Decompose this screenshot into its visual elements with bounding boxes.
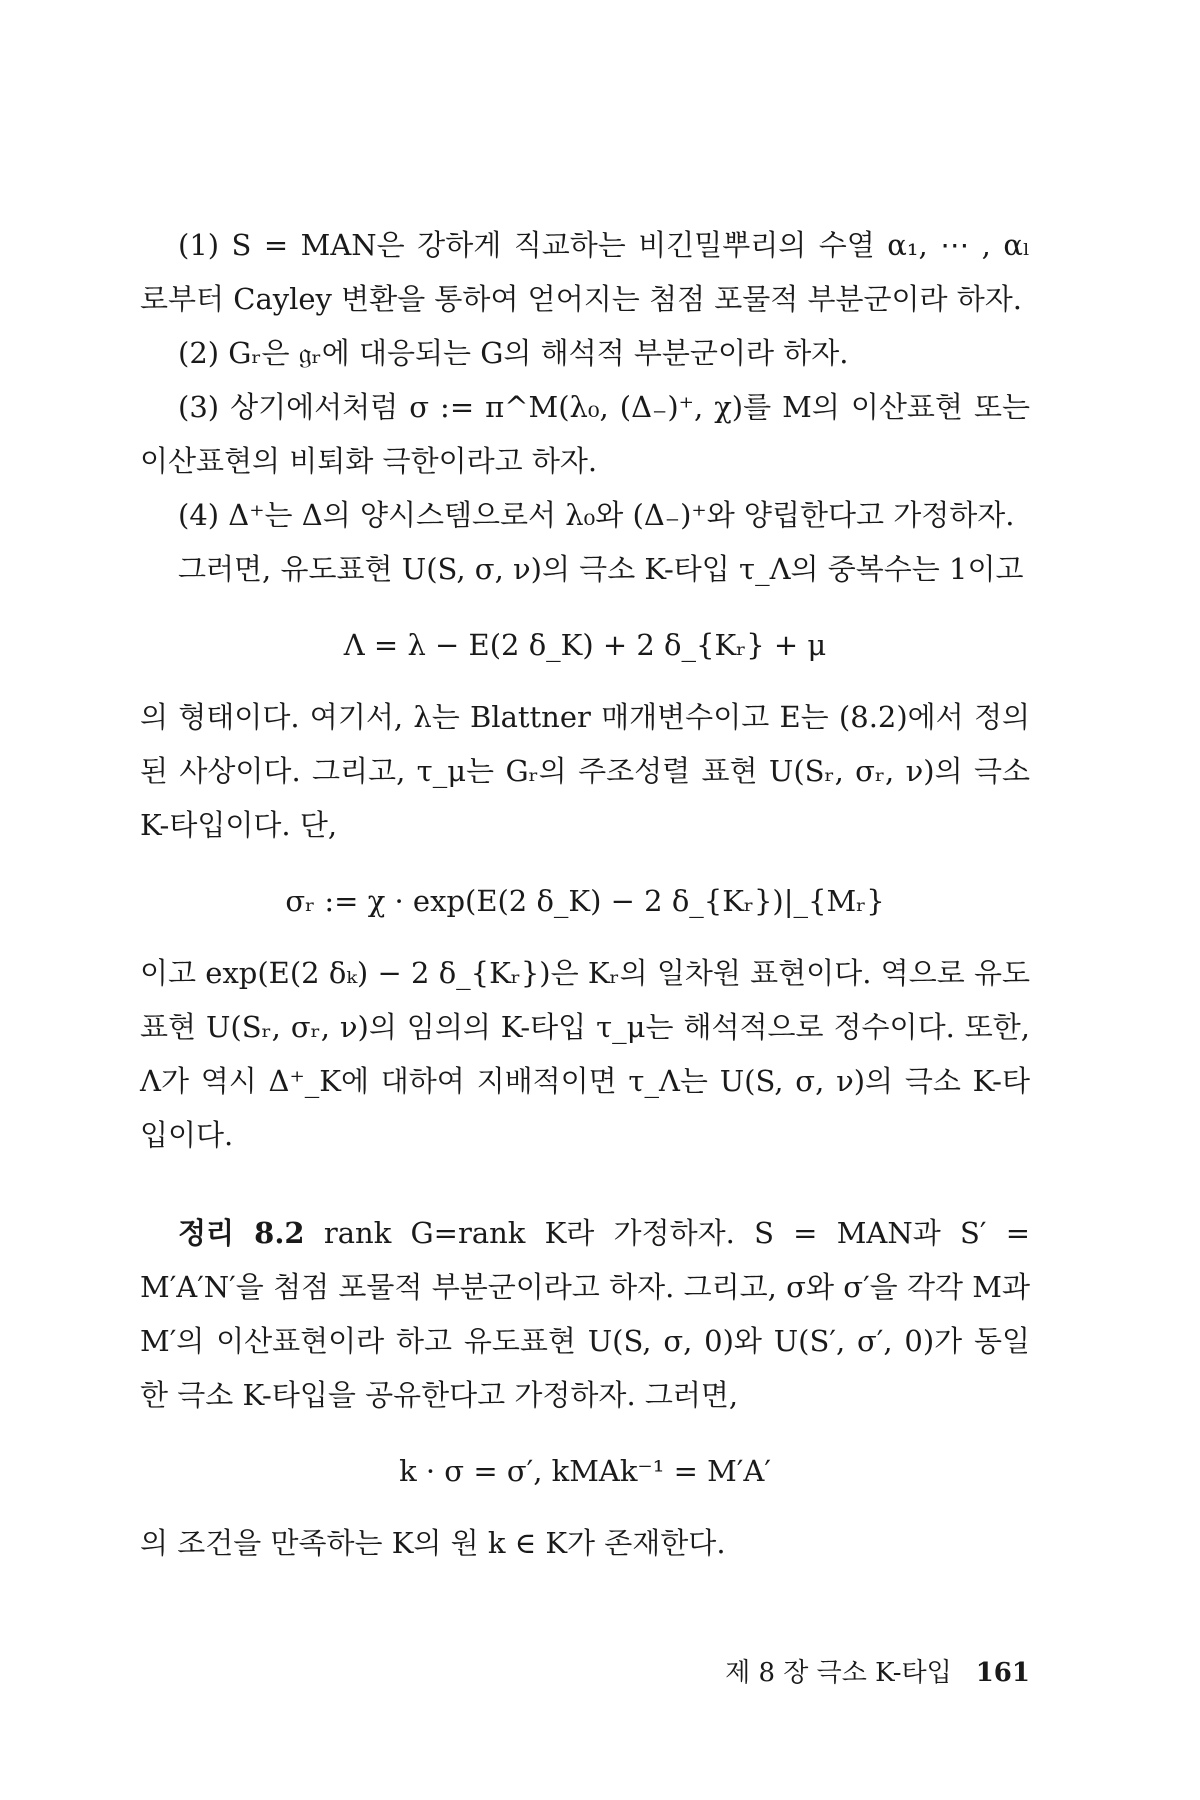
- paragraph-existence: 의 조건을 만족하는 K의 원 k ∈ K가 존재한다.: [140, 1526, 726, 1560]
- equation-conjugacy: k · σ = σ′, kMAk⁻¹ = M′A′: [399, 1454, 771, 1488]
- assumption-3: (3) 상기에서처럼 σ := π^M(λ₀, (Δ₋)⁺, χ)를 M의 이산표현 또는 이산표현의 비퇴화 극한이라고 하자.: [140, 390, 1030, 478]
- assumption-4: (4) Δ⁺는 Δ의 양시스템으로서 λ₀와 (Δ₋)⁺와 양립한다고 가정하자.: [178, 498, 1015, 532]
- paragraph-definitions: 의 형태이다. 여기서, λ는 Blattner 매개변수이고 E는 (8.2)에서 정의된 사상이다. 그리고, τ_μ는 Gᵣ의 주조성렬 표현 U(Sᵣ, σᵣ, ν)의 극소 K-타입이다. 단,: [140, 700, 1030, 842]
- assumption-1: (1) S = MAN은 강하게 직교하는 비긴밀뿌리의 수열 α₁, ⋯ , αₗ 로부터 Cayley 변환을 통하여 얻어지는 첨점 포물적 부분군이라 하자.: [140, 228, 1030, 316]
- equation-sigma-r: σᵣ := χ · exp(E(2 δ_K) − 2 δ_{Kᵣ})|_{Mᵣ}: [285, 884, 885, 918]
- body-text: [140, 218, 1030, 1570]
- chapter-title: 제 8 장 극소 K-타입: [725, 1658, 952, 1688]
- theorem-label: 정리 8.2: [178, 1216, 305, 1250]
- equation-lambda: Λ = λ − E(2 δ_K) + 2 δ_{Kᵣ} + μ: [343, 628, 827, 662]
- running-footer: [725, 1652, 1030, 1689]
- theorem-statement: rank G=rank K라 가정하자. S = MAN과 S′ = M′A′N′을 첨점 포물적 부분군이라고 하자. 그리고, σ와 σ′을 각각 M과 M′의 이산표현이라 하고 유도표현 U(S, σ, 0)와 U(S′, σ′, 0)가 동일한 극소 K-타입을 공유한다고 가정하자. 그러면,: [140, 1216, 1030, 1412]
- paragraph-conclusion: 그러면, 유도표현 U(S, σ, ν)의 극소 K-타입 τ_Λ의 중복수는 1이고: [178, 552, 1024, 586]
- page-number: 161: [975, 1658, 1030, 1688]
- theorem-8-2: [140, 1206, 1030, 1422]
- assumption-2: (2) Gᵣ은 𝔤ᵣ에 대응되는 G의 해석적 부분군이라 하자.: [178, 336, 849, 370]
- paragraph-converse: 이고 exp(E(2 δₖ) − 2 δ_{Kᵣ})은 Kᵣ의 일차원 표현이다. 역으로 유도표현 U(Sᵣ, σᵣ, ν)의 임의의 K-타입 τ_μ는 해석적으로 정수이다. 또한, Λ가 역시 Δ⁺_K에 대하여 지배적이면 τ_Λ는 U(S, σ, ν)의 극소 K-타입이다.: [140, 956, 1030, 1152]
- section-gap: [140, 1162, 1030, 1206]
